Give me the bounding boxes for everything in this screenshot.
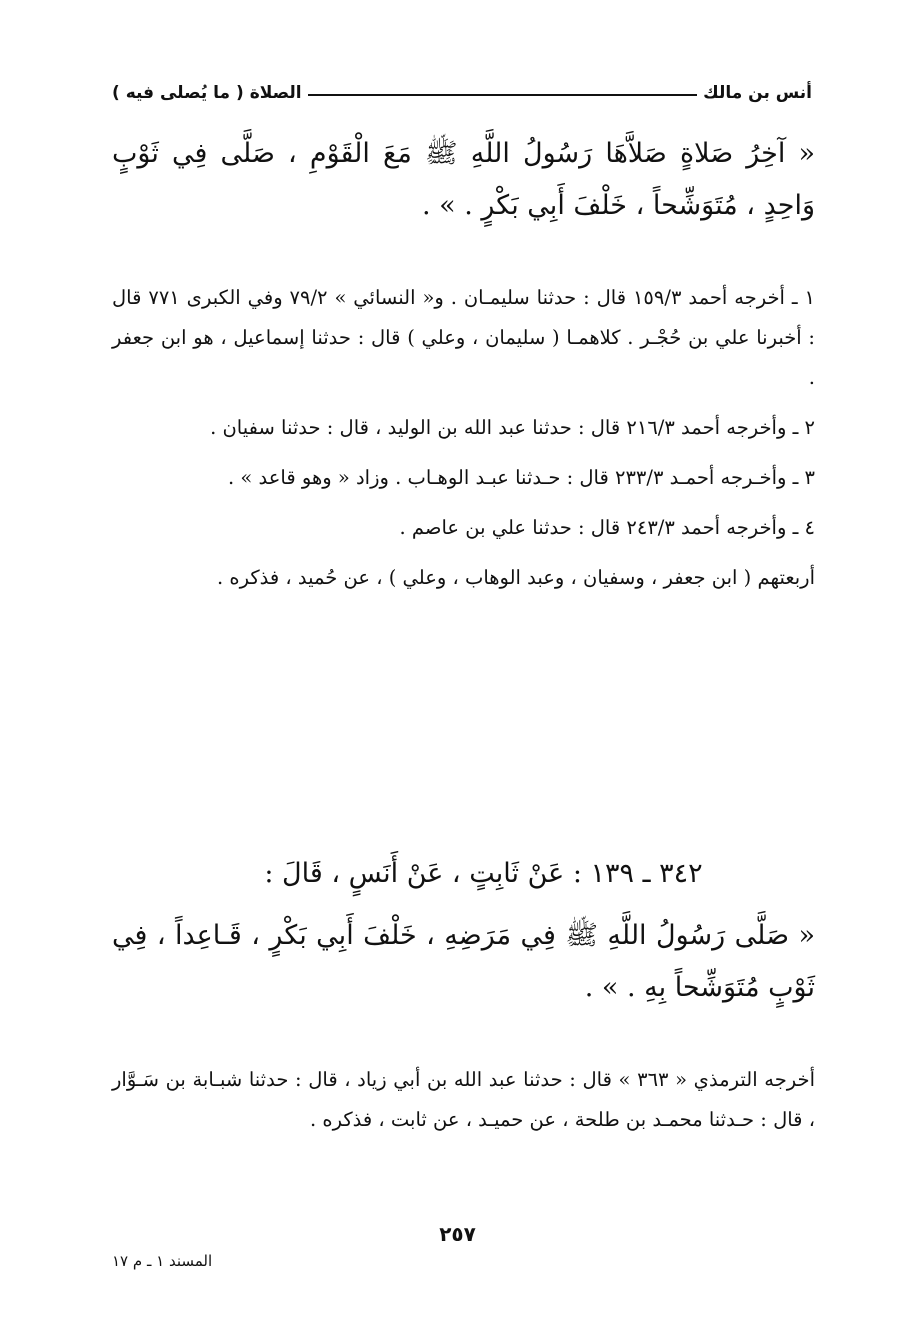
note-paragraph: ٣ ـ وأخـرجه أحمـد ٢٣٣/٣ قال : حـدثنا عبـد الوهـاب . وزاد « وهو قاعد » . (228, 466, 815, 489)
note-paragraph: أربعتهم ( ابن جعفر ، وسفيان ، وعبد الوهاب ، وعلي ) ، عن حُميد ، فذكره . (216, 566, 815, 589)
note-paragraph: ٢ ـ وأخرجه أحمد ٢١٦/٣ قال : حدثنا عبد الله بن الوليد ، قال : حدثنا سفيان . (210, 416, 815, 439)
header-right-title: أنس بن مالك (703, 83, 812, 103)
note-paragraph: ١ ـ أخرجه أحمد ١٥٩/٣ قال : حدثنا سليمـان . و« النسائي » ٧٩/٢ وفي الكبرى ٧٧١ قال : أخبرنا علي بن حُجْـر . كلاهمـا ( سليمان ، وعلي ) قال : حدثنا إسماعيل ، هو ابن جعفر . (112, 286, 815, 389)
signature-mark: المسند ١ ـ م ١٧ (112, 1252, 213, 1270)
header-left-title: الصلاة ( ما يُصلى فيه ) (112, 83, 302, 103)
page-number: ٢٥٧ (439, 1222, 476, 1246)
hadith-text-1: « آخِرُ صَلاةٍ صَلاَّهَا رَسُولُ اللَّهِ ﷺ مَعَ الْقَوْمِ ، صَلَّى فِي ثَوْبٍ وَاحِدٍ ، مُتَوَشِّحاً ، خَلْفَ أَبِي بَكْرٍ . » . (112, 138, 815, 221)
hadith-2-heading: ٣٤٢ ـ ١٣٩ : عَنْ ثَابِتٍ ، عَنْ أَنَسٍ ، قَالَ : (264, 858, 703, 889)
header-rule (308, 94, 698, 96)
note-paragraph: أخرجه الترمذي « ٣٦٣ » قال : حدثنا عبد الله بن أبي زياد ، قال : حدثنا شبـابة بن سَـوَّار ، قال : حـدثنا محمـد بن طلحة ، عن حميـد ، عن ثابت ، فذكره . (112, 1068, 815, 1131)
running-header (112, 78, 812, 108)
note-paragraph: ٤ ـ وأخرجه أحمد ٢٤٣/٣ قال : حدثنا علي بن عاصم . (399, 516, 815, 539)
hadith-text-2: « صَلَّى رَسُولُ اللَّهِ ﷺ فِي مَرَضِهِ ، خَلْفَ أَبِي بَكْرٍ ، قَـاعِداً ، فِي ثَوْبٍ مُتَوَشِّحاً بِهِ . » . (112, 920, 815, 1003)
hadith-1-notes (112, 278, 815, 598)
hadith-2-notes (112, 1060, 815, 1140)
